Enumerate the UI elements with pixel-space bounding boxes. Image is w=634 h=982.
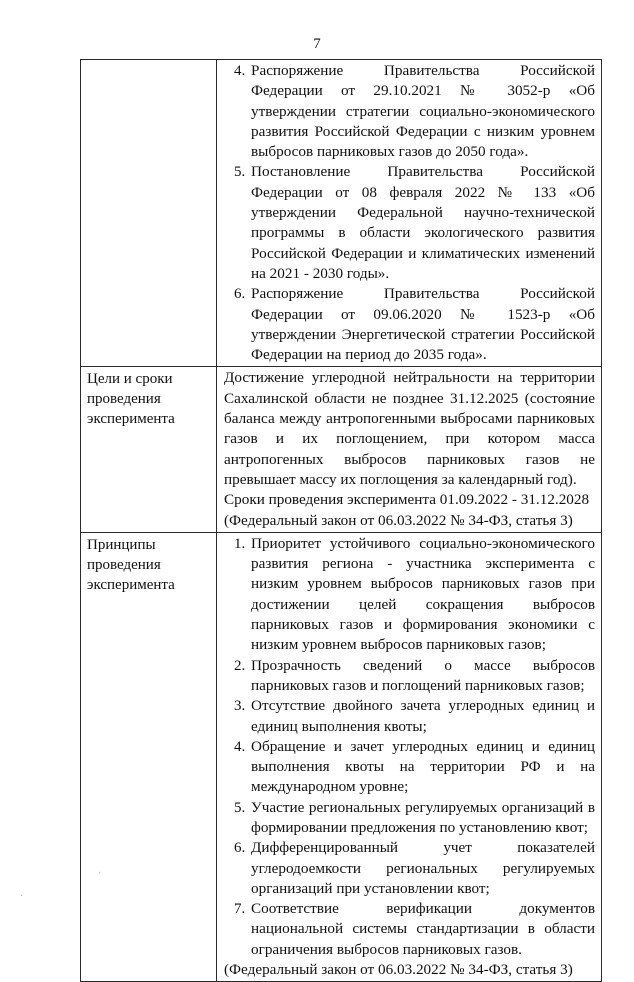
list-item: 4. Обращение и зачет углеродных единиц и единиц выполнения квоты на территории РФ и на международном уровне; xyxy=(249,737,595,798)
documents-list xyxy=(224,61,595,365)
principles-label: Принципы проведения эксперимента xyxy=(81,532,217,982)
list-item: 5. Участие региональных регулируемых организаций в формировании предложения по установлению квот; xyxy=(249,798,595,839)
goals-label: Цели и сроки проведения эксперимента xyxy=(81,367,217,532)
principles-list xyxy=(224,534,595,960)
page-number: 7 xyxy=(313,36,321,52)
empty-label-cell xyxy=(81,60,217,367)
goals-cell xyxy=(217,367,602,532)
list-item: 7. Соответствие верификации документов национальной системы стандартизации в области ограничения выбросов парниковых газов. xyxy=(249,899,595,960)
table-row-goals xyxy=(81,367,602,532)
table-row-documents xyxy=(81,60,602,367)
goals-reference: (Федеральный закон от 06.03.2022 № 34-ФЗ, статья 3) xyxy=(224,511,573,529)
principles-reference: (Федеральный закон от 06.03.2022 № 34-ФЗ, статья 3) xyxy=(224,961,573,979)
goals-period: Сроки проведения эксперимента 01.09.2022 - 31.12.2028 xyxy=(224,491,590,509)
principles-cell xyxy=(217,532,602,982)
documents-cell xyxy=(217,60,602,367)
goals-text: Достижение углеродной нейтральности на территории Сахалинской области не позднее 31.12.2025 (состояние баланса между антропогенными выбросами парниковых газов и их поглощением, при котором масса антропогенных выбросов парниковых газов не превышает массу их поглощения за календарный год). xyxy=(224,369,595,488)
list-item: 6. Дифференцированный учет показателей углеродоемкости региональных регулируемых организаций при установлении квот; xyxy=(249,838,595,899)
list-item: 4. Распоряжение Правительства Российской Федерации от 29.10.2021 № 3052-р «Об утверждении стратегии социально-экономического развития Российской Федерации с низким уровнем выбросов парниковых газов до 2050 года». xyxy=(249,61,595,162)
list-item: 2. Прозрачность сведений о массе выбросов парниковых газов и поглощений парниковых газов; xyxy=(249,656,595,697)
list-item: 6. Распоряжение Правительства Российской Федерации от 09.06.2020 № 1523-р «Об утверждении Энергетической стратегии Российской Федерации на период до 2035 года». xyxy=(249,284,595,365)
list-item: 3. Отсутствие двойного зачета углеродных единиц и единиц выполнения квоты; xyxy=(249,696,595,737)
experiment-table xyxy=(80,59,602,982)
scan-speck: · xyxy=(98,868,102,879)
scan-speck: · xyxy=(20,891,24,902)
table-row-principles xyxy=(81,532,602,982)
list-item: 5. Постановление Правительства Российской Федерации от 08 февраля 2022 № 133 «Об утверждении Федеральной научно-технической программы в области экологического развития Российской Федерации и климатических изменений на 2021 - 2030 годы». xyxy=(249,162,595,284)
list-item: 1. Приоритет устойчивого социально-экономического развития региона - участника эксперимента с низким уровнем выбросов парниковых газов при достижении целей сокращения выбросов парниковых газов и формирования экономики с низким уровнем выбросов парниковых газов; xyxy=(249,534,595,656)
